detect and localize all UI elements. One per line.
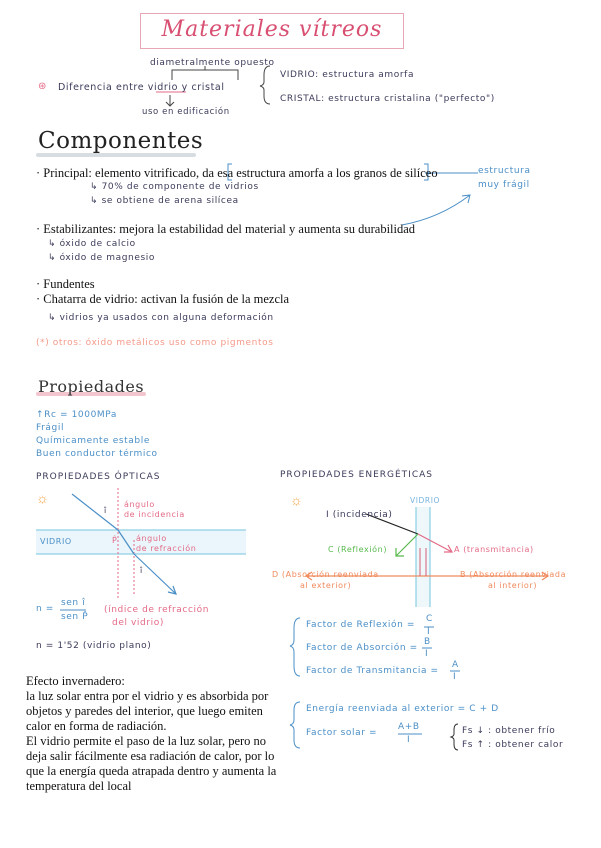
side-note-1: estructura bbox=[478, 166, 531, 176]
prop-item-2: Frágil bbox=[36, 423, 65, 433]
incident-ray bbox=[72, 494, 118, 530]
page-title: Materiales vítreos bbox=[161, 17, 383, 42]
fr-den: I bbox=[427, 627, 431, 637]
glass-pane bbox=[416, 507, 430, 607]
absorcion-ext-2: al exterior) bbox=[300, 581, 352, 590]
reflection-ray bbox=[396, 534, 418, 556]
estab-sub-2: ↳ óxido de magnesio bbox=[48, 253, 155, 263]
propiedades-heading: Propiedades bbox=[38, 377, 145, 396]
intro-bullet-icon: ⊛ bbox=[38, 81, 47, 92]
formula-den: sen P̂ bbox=[61, 612, 89, 622]
principal-sub-2: ↳ se obtiene de arena silícea bbox=[90, 196, 239, 206]
edificacion-arrow bbox=[166, 95, 174, 106]
i2-angle-mark: î bbox=[140, 566, 143, 575]
reflexion-label: C (Reflexión) bbox=[328, 545, 388, 554]
energia-brace bbox=[290, 702, 300, 748]
edificacion-note: uso en edificación bbox=[142, 107, 230, 117]
fs-up: Fs ↑ : obtener calor bbox=[462, 740, 564, 750]
vidrio-definition: VIDRIO: estructura amorfa bbox=[280, 70, 415, 80]
angulo-refraccion-2: de refracción bbox=[136, 544, 197, 553]
angulo-incidencia-1: ángulo bbox=[124, 500, 155, 509]
otros-note: (*) otros: óxido metálicos uso como pigmentos bbox=[36, 338, 274, 348]
absorcion-int-2: al interior) bbox=[488, 581, 538, 590]
absorcion-int-1: B (Absorción reenviada bbox=[460, 570, 567, 579]
efecto-heading: Efecto invernadero: bbox=[26, 674, 125, 688]
factor-reflexion: Factor de Reflexión = bbox=[306, 620, 415, 630]
fs-num: A+B bbox=[398, 722, 420, 732]
fs-brace bbox=[451, 724, 458, 750]
componentes-heading: Componentes bbox=[38, 128, 204, 154]
formula-desc-2: del vidrio) bbox=[112, 618, 164, 628]
sun-icon-2: ☼ bbox=[290, 492, 303, 508]
chatarra-sub: ↳ vidrios ya usados con alguna deformación bbox=[48, 313, 274, 323]
formula-desc-1: (índice de refracción bbox=[104, 605, 210, 615]
estabilizantes-line: · Estabilizantes: mejora la estabilidad del material y aumenta su durabilidad bbox=[36, 222, 416, 236]
vidrio-cristal-brace bbox=[260, 66, 270, 104]
transmitancia-label: A (transmitancia) bbox=[454, 545, 534, 554]
diferencia-line: Diferencia entre vidrio y cristal bbox=[58, 82, 225, 93]
principal-line: · Principal: elemento vitrificado, da esa estructura amorfa a los granos de silíceo bbox=[36, 166, 438, 180]
estab-sub-1: ↳ óxido de calcio bbox=[48, 239, 136, 249]
fundentes-line: · Fundentes bbox=[36, 277, 95, 291]
formula-num: sen î bbox=[61, 598, 86, 608]
efecto-line-4: El vidrio permite el paso de la luz solar, pero no bbox=[26, 734, 267, 748]
energeticas-vidrio-label: VIDRIO bbox=[410, 496, 441, 505]
fr-num: C bbox=[426, 614, 433, 624]
ft-num: A bbox=[452, 660, 459, 670]
ft-den: I bbox=[453, 672, 457, 682]
prop-item-3: Químicamente estable bbox=[36, 436, 150, 446]
side-note-curve-arrow bbox=[402, 195, 470, 225]
p-angle-mark: P̂ bbox=[112, 536, 118, 545]
absorcion-ext-1: D (Absorción reenviada bbox=[272, 570, 379, 579]
factor-transmitancia: Factor de Transmitancia = bbox=[306, 666, 439, 676]
principal-sub-1: ↳ 70% de componente de vidrios bbox=[90, 182, 259, 192]
factor-absorcion: Factor de Absorción = bbox=[306, 643, 418, 653]
efecto-line-3: calor en forma de radiación. bbox=[26, 719, 167, 733]
n-value: n = 1'52 (vidrio plano) bbox=[36, 641, 152, 651]
angulo-refraccion-1: ángulo bbox=[136, 534, 167, 543]
opticas-vidrio-label: VIDRIO bbox=[40, 537, 72, 546]
factor-brace bbox=[290, 618, 300, 676]
prop-item-1: ↑Rc = 1000MPa bbox=[36, 410, 118, 420]
side-note-2: muy frágil bbox=[478, 180, 530, 190]
chatarra-line: · Chatarra de vidrio: activan la fusión de la mezcla bbox=[36, 292, 290, 306]
opticas-heading: PROPIEDADES ÓPTICAS bbox=[36, 472, 161, 482]
fs-down: Fs ↓ : obtener frío bbox=[462, 726, 556, 736]
i-angle-mark: î bbox=[104, 506, 107, 515]
incidencia-label: I (incidencia) bbox=[326, 510, 393, 520]
fa-den: I bbox=[425, 649, 429, 659]
sun-icon: ☼ bbox=[36, 490, 49, 506]
efecto-line-1: la luz solar entra por el vidrio y es absorbida por bbox=[26, 689, 269, 703]
opposite-bracket bbox=[172, 70, 238, 80]
fs-den: I bbox=[407, 735, 411, 745]
angulo-incidencia-2: de incidencia bbox=[124, 510, 185, 519]
formula-n-label: n = bbox=[36, 604, 54, 614]
energia-reenviada: Energía reenviada al exterior = C + D bbox=[306, 704, 499, 714]
diametralmente-note: diametralmente opuesto bbox=[150, 58, 275, 68]
efecto-line-5: deja salir fácilmente esa radiación de calor, por lo bbox=[26, 749, 275, 763]
fa-num: B bbox=[424, 637, 431, 647]
energeticas-heading: PROPIEDADES ENERGÉTICAS bbox=[280, 470, 433, 480]
efecto-line-2: objetos y paredes del interior, que luego emiten bbox=[26, 704, 263, 718]
efecto-line-7: temperatura del local bbox=[26, 779, 132, 793]
efecto-line-6: que la energía queda atrapada dentro y aumenta la bbox=[26, 764, 277, 778]
cristal-definition: CRISTAL: estructura cristalina ("perfecto") bbox=[280, 94, 495, 104]
factor-solar: Factor solar = bbox=[306, 728, 378, 738]
prop-item-4: Buen conductor térmico bbox=[36, 449, 158, 459]
